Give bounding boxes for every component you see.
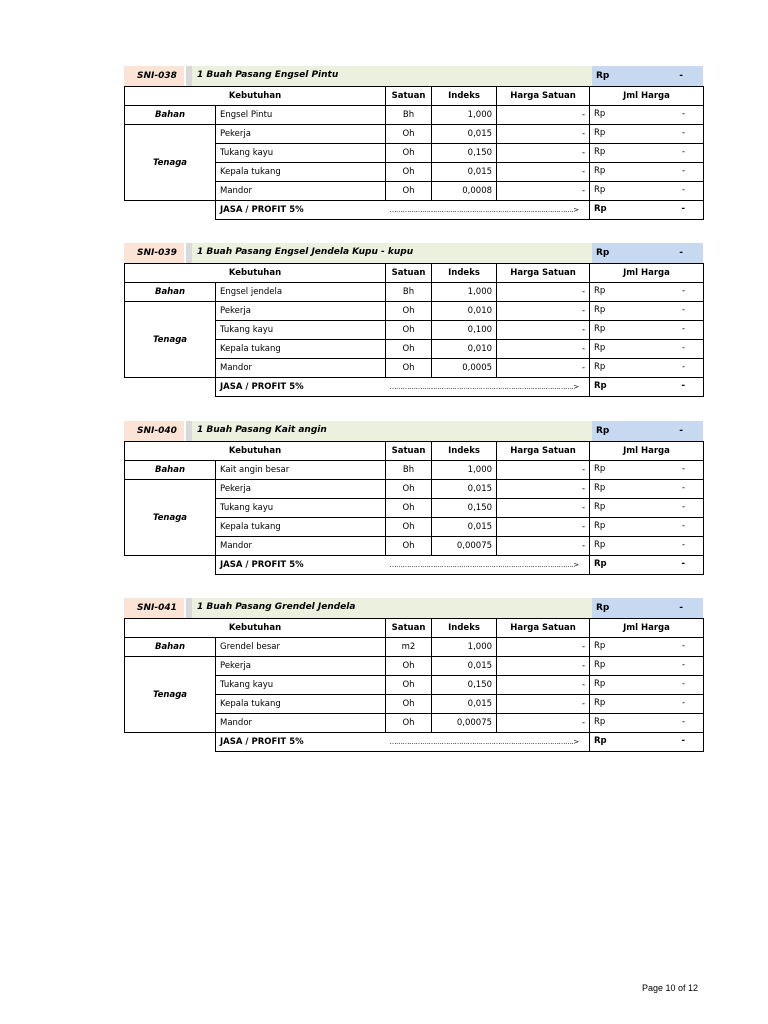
total-price-cell — [590, 144, 704, 163]
unit-cell: Oh — [386, 182, 432, 201]
col-jml-harga: Jml Harga — [590, 87, 704, 106]
block-header — [124, 421, 703, 441]
unit-cell: Oh — [386, 676, 432, 695]
profit-label: JASA / PROFIT 5% — [216, 556, 386, 575]
index-cell: 0,00075 — [432, 537, 497, 556]
currency-label: Rp — [594, 204, 607, 214]
col-satuan: Satuan — [386, 442, 432, 461]
price-value: - — [681, 109, 686, 119]
currency-label: Rp — [594, 559, 607, 569]
table-row — [125, 125, 704, 144]
requirement-name: Kait angin besar — [216, 461, 386, 480]
currency-label: Rp — [594, 540, 606, 550]
unit-price-cell: - — [497, 340, 590, 359]
unit-price-cell: - — [497, 695, 590, 714]
total-price-cell — [590, 302, 704, 321]
unit-cell: Bh — [386, 283, 432, 302]
currency-label: Rp — [594, 502, 606, 512]
price-value: - — [681, 559, 686, 569]
requirement-name: Mandor — [216, 537, 386, 556]
unit-cell: m2 — [386, 638, 432, 657]
col-jml-harga: Jml Harga — [590, 264, 704, 283]
total-price-cell — [590, 283, 704, 302]
requirement-name: Pekerja — [216, 125, 386, 144]
currency-label: Rp — [594, 362, 606, 372]
total-currency: Rp — [596, 603, 610, 613]
unit-price-cell: - — [497, 537, 590, 556]
index-cell: 1,000 — [432, 283, 497, 302]
col-jml-harga: Jml Harga — [590, 442, 704, 461]
col-kebutuhan: Kebutuhan — [125, 619, 386, 638]
requirement-name: Tukang kayu — [216, 499, 386, 518]
currency-label: Rp — [594, 736, 607, 746]
col-harga-satuan: Harga Satuan — [497, 442, 590, 461]
item-title: 1 Buah Pasang Grendel Jendela — [192, 598, 592, 618]
unit-cell: Oh — [386, 499, 432, 518]
col-satuan: Satuan — [386, 264, 432, 283]
category-bahan: Bahan — [125, 106, 216, 125]
index-cell: 0,100 — [432, 321, 497, 340]
col-indeks: Indeks — [432, 264, 497, 283]
col-kebutuhan: Kebutuhan — [125, 442, 386, 461]
table-row — [125, 638, 704, 657]
table-header-row — [125, 87, 704, 106]
requirement-name: Kepala tukang — [216, 518, 386, 537]
index-cell: 0,010 — [432, 340, 497, 359]
category-bahan: Bahan — [125, 283, 216, 302]
requirement-name: Pekerja — [216, 302, 386, 321]
price-value: - — [681, 185, 686, 195]
unit-cell: Oh — [386, 302, 432, 321]
price-value: - — [681, 483, 686, 493]
index-cell: 0,0005 — [432, 359, 497, 378]
unit-price-cell: - — [497, 638, 590, 657]
price-value: - — [681, 343, 686, 353]
profit-leader: ………………………………………………………………………….> — [386, 733, 590, 752]
index-cell: 0,150 — [432, 499, 497, 518]
col-indeks: Indeks — [432, 442, 497, 461]
price-value: - — [681, 464, 686, 474]
requirements-table — [124, 441, 704, 575]
total-price-cell — [590, 106, 704, 125]
profit-label: JASA / PROFIT 5% — [216, 733, 386, 752]
block-header — [124, 243, 703, 263]
unit-cell: Oh — [386, 714, 432, 733]
currency-label: Rp — [594, 717, 606, 727]
total-value: - — [679, 603, 683, 613]
currency-label: Rp — [594, 343, 606, 353]
col-harga-satuan: Harga Satuan — [497, 264, 590, 283]
block-header — [124, 66, 703, 86]
unit-price-cell: - — [497, 321, 590, 340]
requirement-name: Tukang kayu — [216, 144, 386, 163]
profit-label: JASA / PROFIT 5% — [216, 201, 386, 220]
table-row — [125, 461, 704, 480]
index-cell: 1,000 — [432, 638, 497, 657]
currency-label: Rp — [594, 381, 607, 391]
requirement-name: Pekerja — [216, 657, 386, 676]
requirement-name: Mandor — [216, 714, 386, 733]
profit-row — [125, 556, 704, 575]
col-satuan: Satuan — [386, 619, 432, 638]
unit-cell: Oh — [386, 340, 432, 359]
currency-label: Rp — [594, 166, 606, 176]
price-value: - — [681, 660, 686, 670]
profit-spacer — [125, 201, 216, 220]
unit-price-cell: - — [497, 499, 590, 518]
total-price-cell — [590, 480, 704, 499]
table-row — [125, 283, 704, 302]
profit-spacer — [125, 556, 216, 575]
index-cell: 0,015 — [432, 125, 497, 144]
requirements-table — [124, 86, 704, 220]
item-code: SNI-039 — [124, 243, 184, 263]
category-tenaga: Tenaga — [125, 657, 216, 733]
price-value: - — [681, 381, 686, 391]
currency-label: Rp — [594, 185, 606, 195]
requirement-name: Kepala tukang — [216, 695, 386, 714]
unit-cell: Bh — [386, 106, 432, 125]
analysis-block — [124, 66, 703, 220]
unit-price-cell: - — [497, 657, 590, 676]
requirement-name: Engsel jendela — [216, 283, 386, 302]
profit-spacer — [125, 733, 216, 752]
analysis-block — [124, 421, 703, 575]
price-value: - — [681, 540, 686, 550]
requirements-table — [124, 618, 704, 752]
price-value: - — [681, 679, 686, 689]
currency-label: Rp — [594, 464, 606, 474]
requirement-name: Kepala tukang — [216, 340, 386, 359]
unit-price-cell: - — [497, 359, 590, 378]
price-value: - — [681, 362, 686, 372]
price-value: - — [681, 502, 686, 512]
col-harga-satuan: Harga Satuan — [497, 619, 590, 638]
price-value: - — [681, 128, 686, 138]
index-cell: 0,0008 — [432, 182, 497, 201]
col-harga-satuan: Harga Satuan — [497, 87, 590, 106]
item-total — [592, 598, 703, 618]
total-price-cell — [590, 163, 704, 182]
total-price-cell — [590, 638, 704, 657]
price-value: - — [681, 286, 686, 296]
currency-label: Rp — [594, 324, 606, 334]
unit-price-cell: - — [497, 125, 590, 144]
requirement-name: Mandor — [216, 182, 386, 201]
unit-cell: Oh — [386, 144, 432, 163]
currency-label: Rp — [594, 483, 606, 493]
total-price-cell — [590, 518, 704, 537]
total-price-cell — [590, 321, 704, 340]
total-price-cell — [590, 537, 704, 556]
index-cell: 0,00075 — [432, 714, 497, 733]
requirement-name: Engsel Pintu — [216, 106, 386, 125]
unit-cell: Bh — [386, 461, 432, 480]
table-row — [125, 480, 704, 499]
item-title: 1 Buah Pasang Engsel Jendela Kupu - kupu — [192, 243, 592, 263]
price-value: - — [681, 147, 686, 157]
index-cell: 1,000 — [432, 461, 497, 480]
table-header-row — [125, 264, 704, 283]
profit-row — [125, 378, 704, 397]
total-price-cell — [590, 714, 704, 733]
item-title: 1 Buah Pasang Kait angin — [192, 421, 592, 441]
requirements-table — [124, 263, 704, 397]
page-number: Page 10 of 12 — [641, 983, 698, 993]
profit-row — [125, 733, 704, 752]
table-row — [125, 657, 704, 676]
total-price-cell — [590, 657, 704, 676]
total-value: - — [679, 426, 683, 436]
unit-price-cell: - — [497, 518, 590, 537]
profit-total-cell — [590, 556, 704, 575]
total-price-cell — [590, 499, 704, 518]
index-cell: 0,150 — [432, 676, 497, 695]
unit-cell: Oh — [386, 537, 432, 556]
table-row — [125, 106, 704, 125]
analysis-block — [124, 598, 703, 752]
item-code: SNI-040 — [124, 421, 184, 441]
currency-label: Rp — [594, 679, 606, 689]
total-currency: Rp — [596, 248, 610, 258]
total-price-cell — [590, 125, 704, 144]
unit-price-cell: - — [497, 480, 590, 499]
price-value: - — [681, 521, 686, 531]
item-code: SNI-041 — [124, 598, 184, 618]
item-total — [592, 243, 703, 263]
requirement-name: Tukang kayu — [216, 676, 386, 695]
col-satuan: Satuan — [386, 87, 432, 106]
col-indeks: Indeks — [432, 87, 497, 106]
profit-leader: ………………………………………………………………………….> — [386, 378, 590, 397]
currency-label: Rp — [594, 286, 606, 296]
total-currency: Rp — [596, 426, 610, 436]
unit-price-cell: - — [497, 163, 590, 182]
requirement-name: Grendel besar — [216, 638, 386, 657]
unit-cell: Oh — [386, 518, 432, 537]
price-value: - — [681, 641, 686, 651]
unit-cell: Oh — [386, 480, 432, 499]
profit-row — [125, 201, 704, 220]
item-title: 1 Buah Pasang Engsel Pintu — [192, 66, 592, 86]
item-total — [592, 421, 703, 441]
total-price-cell — [590, 676, 704, 695]
table-header-row — [125, 619, 704, 638]
col-jml-harga: Jml Harga — [590, 619, 704, 638]
price-value: - — [681, 717, 686, 727]
currency-label: Rp — [594, 109, 606, 119]
category-bahan: Bahan — [125, 638, 216, 657]
unit-cell: Oh — [386, 695, 432, 714]
item-code: SNI-038 — [124, 66, 184, 86]
total-value: - — [679, 71, 683, 81]
profit-label: JASA / PROFIT 5% — [216, 378, 386, 397]
index-cell: 0,015 — [432, 518, 497, 537]
unit-price-cell: - — [497, 676, 590, 695]
col-kebutuhan: Kebutuhan — [125, 264, 386, 283]
category-tenaga: Tenaga — [125, 302, 216, 378]
unit-price-cell: - — [497, 283, 590, 302]
currency-label: Rp — [594, 698, 606, 708]
index-cell: 0,015 — [432, 480, 497, 499]
unit-cell: Oh — [386, 163, 432, 182]
total-price-cell — [590, 359, 704, 378]
col-indeks: Indeks — [432, 619, 497, 638]
block-header — [124, 598, 703, 618]
total-currency: Rp — [596, 71, 610, 81]
table-header-row — [125, 442, 704, 461]
profit-total-cell — [590, 378, 704, 397]
profit-leader: ………………………………………………………………………….> — [386, 556, 590, 575]
currency-label: Rp — [594, 660, 606, 670]
unit-price-cell: - — [497, 302, 590, 321]
table-row — [125, 302, 704, 321]
item-total — [592, 66, 703, 86]
unit-price-cell: - — [497, 106, 590, 125]
currency-label: Rp — [594, 641, 606, 651]
requirement-name: Mandor — [216, 359, 386, 378]
total-value: - — [679, 248, 683, 258]
price-value: - — [681, 166, 686, 176]
unit-cell: Oh — [386, 359, 432, 378]
requirement-name: Tukang kayu — [216, 321, 386, 340]
index-cell: 1,000 — [432, 106, 497, 125]
index-cell: 0,015 — [432, 657, 497, 676]
unit-price-cell: - — [497, 714, 590, 733]
category-tenaga: Tenaga — [125, 480, 216, 556]
analysis-block — [124, 243, 703, 397]
total-price-cell — [590, 695, 704, 714]
price-value: - — [681, 204, 686, 214]
unit-price-cell: - — [497, 461, 590, 480]
category-bahan: Bahan — [125, 461, 216, 480]
unit-cell: Oh — [386, 125, 432, 144]
index-cell: 0,015 — [432, 163, 497, 182]
index-cell: 0,010 — [432, 302, 497, 321]
unit-cell: Oh — [386, 657, 432, 676]
requirement-name: Kepala tukang — [216, 163, 386, 182]
total-price-cell — [590, 340, 704, 359]
profit-leader: ………………………………………………………………………….> — [386, 201, 590, 220]
index-cell: 0,150 — [432, 144, 497, 163]
profit-total-cell — [590, 733, 704, 752]
unit-price-cell: - — [497, 182, 590, 201]
requirement-name: Pekerja — [216, 480, 386, 499]
price-value: - — [681, 698, 686, 708]
unit-cell: Oh — [386, 321, 432, 340]
currency-label: Rp — [594, 128, 606, 138]
category-tenaga: Tenaga — [125, 125, 216, 201]
col-kebutuhan: Kebutuhan — [125, 87, 386, 106]
price-value: - — [681, 305, 686, 315]
currency-label: Rp — [594, 305, 606, 315]
price-value: - — [681, 736, 686, 746]
currency-label: Rp — [594, 521, 606, 531]
profit-spacer — [125, 378, 216, 397]
currency-label: Rp — [594, 147, 606, 157]
total-price-cell — [590, 182, 704, 201]
unit-price-cell: - — [497, 144, 590, 163]
index-cell: 0,015 — [432, 695, 497, 714]
profit-total-cell — [590, 201, 704, 220]
total-price-cell — [590, 461, 704, 480]
price-value: - — [681, 324, 686, 334]
